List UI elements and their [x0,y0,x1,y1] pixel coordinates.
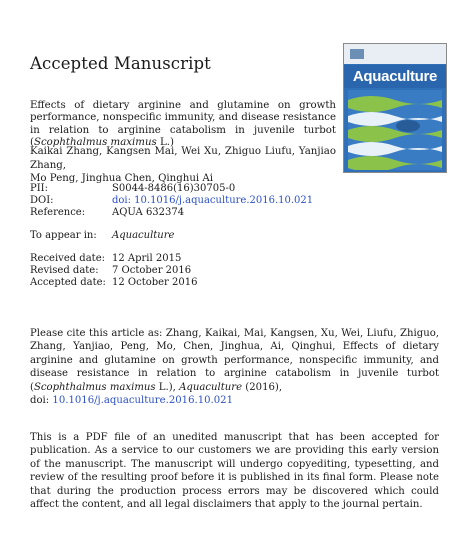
cover-journal-name: Aquaculture [344,65,446,88]
disclaimer-paragraph: This is a PDF file of an unedited manuscript that has been accepted for publication. As a service to our customers we are providing this early version of the manuscript. The manuscript will undergo copyediting, typesetting, and review of the resulting proof before it is published in its final form. Please note that during the production process errors may be discovered which could affect the content, and all legal disclaimers that apply to the journal pertain. [30,432,439,511]
pii-value: S0044-8486(16)30705-0 [112,183,236,194]
citation-doi-link[interactable]: 10.1016/j.aquaculture.2016.10.021 [52,395,234,407]
article-title: Effects of dietary arginine and glutamine on growth performance, nonspecific immunity, and disease resistance in relation to arginine catabolism in juvenile turbot (Scophthalmus maximus L.) [30,100,336,149]
received-value: 12 April 2015 [112,253,182,264]
doi-label: DOI: [30,195,54,206]
pii-label: PII: [30,183,48,194]
authors-line: Mo Peng, Jinghua Chen, Qinghui Ai [30,173,213,185]
publisher-logo-strip [344,44,446,64]
citation-species: Scophthalmus maximus [33,381,156,393]
authors-line: Kaikai Zhang, Kangsen Mai, Wei Xu, Zhiguo Liufu, Yanjiao Zhang, [30,146,336,171]
appear-in-label: To appear in: [30,230,97,241]
page-heading: Accepted Manuscript [30,54,211,73]
species-name: Scophthalmus maximus [33,137,157,149]
citation-journal: Aquaculture [179,381,243,393]
received-label: Received date: [30,253,105,264]
reference-value: AQUA 632374 [112,207,185,218]
cover-artwork [348,90,442,170]
doi-link[interactable]: doi: 10.1016/j.aquaculture.2016.10.021 [112,195,314,206]
revised-label: Revised date: [30,265,99,276]
revised-value: 7 October 2016 [112,265,192,276]
citation-paragraph: Please cite this article as: Zhang, Kaikai, Mai, Kangsen, Xu, Wei, Liufu, Zhiguo, Zhang, Yanjiao, Peng, Mo, Chen, Jinghua, Ai, Qinghui, Effects of dietary arginine and glutamine on growth performance, nonspecific immunity, and disease resistance in relation to arginine catabolism in juvenile turbot (Scophthalmus maximus L.), Aquaculture (2016), doi: 10.1016/j.aquaculture.2016.10.021 [30,328,439,407]
journal-cover-image [343,43,447,173]
author-list [30,145,336,186]
reference-label: Reference: [30,207,86,218]
publisher-logo-icon [350,49,364,59]
appear-in-journal: Aquaculture [112,230,175,241]
accepted-label: Accepted date: [30,277,106,288]
accepted-value: 12 October 2016 [112,277,198,288]
